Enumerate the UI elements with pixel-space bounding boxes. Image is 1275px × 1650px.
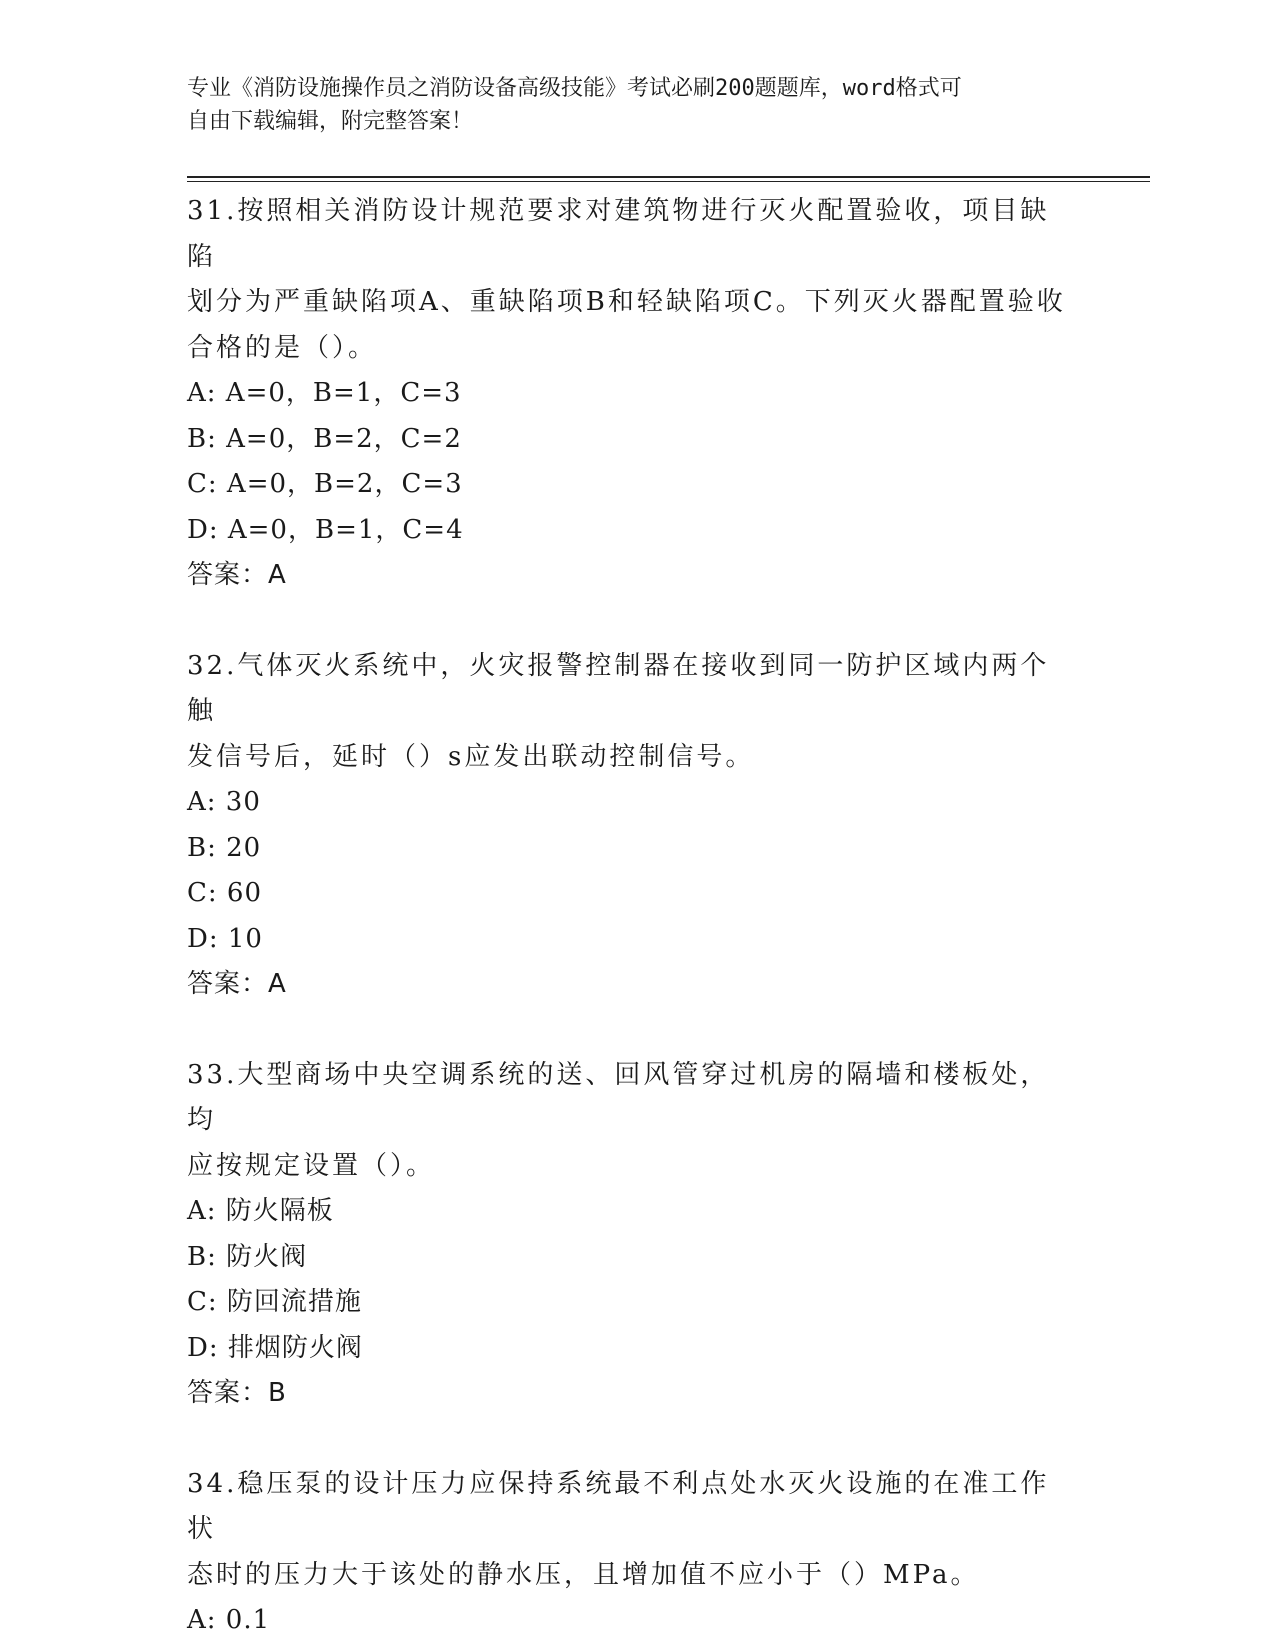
question-stem-line: 33.大型商场中央空调系统的送、回风管穿过机房的隔墙和楼板处，均: [187, 1059, 1050, 1135]
question-stem-line: 态时的压力大于该处的静水压，且增加值不应小于（）MPa。: [187, 1559, 980, 1590]
option-a: A: 防火隔板: [187, 1196, 334, 1226]
option-c: C: A=0，B=2，C=3: [187, 469, 463, 499]
header-divider: [187, 176, 1150, 178]
question-stem-line: 34.稳压泵的设计压力应保持系统最不利点处水灭火设施的在准工作状: [187, 1468, 1050, 1544]
answer-line: 答案：A: [187, 560, 287, 590]
question-spacer: [187, 1417, 1087, 1462]
option-d: D: 排烟防火阀: [187, 1332, 363, 1363]
header-line: 专业《消防设施操作员之消防设备高级技能》考试必刷200题题库，word格式可: [187, 76, 962, 101]
option-c: C: 防回流措施: [187, 1287, 362, 1317]
question-item: [187, 1053, 1087, 1417]
question-stem-line: 划分为严重缺陷项A、重缺陷项B和轻缺陷项C。下列灭火器配置验收: [187, 287, 1066, 317]
option-b: B: 20: [187, 832, 262, 863]
option-b: B: A=0，B=2，C=2: [187, 423, 462, 454]
answer-line: 答案：A: [187, 969, 287, 999]
question-stem-line: 应按规定设置（）。: [187, 1150, 436, 1181]
option-b: B: 防火阀: [187, 1241, 308, 1272]
header-divider-thin: [187, 181, 1150, 182]
question-list: [187, 189, 1087, 1644]
option-c: C: 60: [187, 878, 263, 908]
question-stem-line: 31.按照相关消防设计规范要求对建筑物进行灭火配置验收，项目缺陷: [187, 196, 1050, 272]
option-d: D: 10: [187, 923, 263, 954]
question-stem-line: 发信号后，延时（）s应发出联动控制信号。: [187, 741, 755, 772]
question-item: [187, 189, 1087, 599]
document-header: [187, 72, 1067, 138]
question-stem-line: 32.气体灭火系统中，火灾报警控制器在接收到同一防护区域内两个触: [187, 650, 1050, 726]
option-a: A: A=0，B=1，C=3: [187, 378, 462, 408]
question-item: [187, 644, 1087, 1008]
question-spacer: [187, 599, 1087, 644]
question-item: [187, 1462, 1087, 1644]
question-spacer: [187, 1008, 1087, 1053]
option-d: D: A=0，B=1，C=4: [187, 514, 464, 545]
option-a: A: 30: [187, 787, 261, 817]
answer-line: 答案：B: [187, 1378, 287, 1408]
question-stem-line: 合格的是（）。: [187, 332, 378, 363]
option-a: A: 0.1: [187, 1605, 271, 1635]
header-line: 自由下载编辑，附完整答案！: [187, 109, 474, 134]
